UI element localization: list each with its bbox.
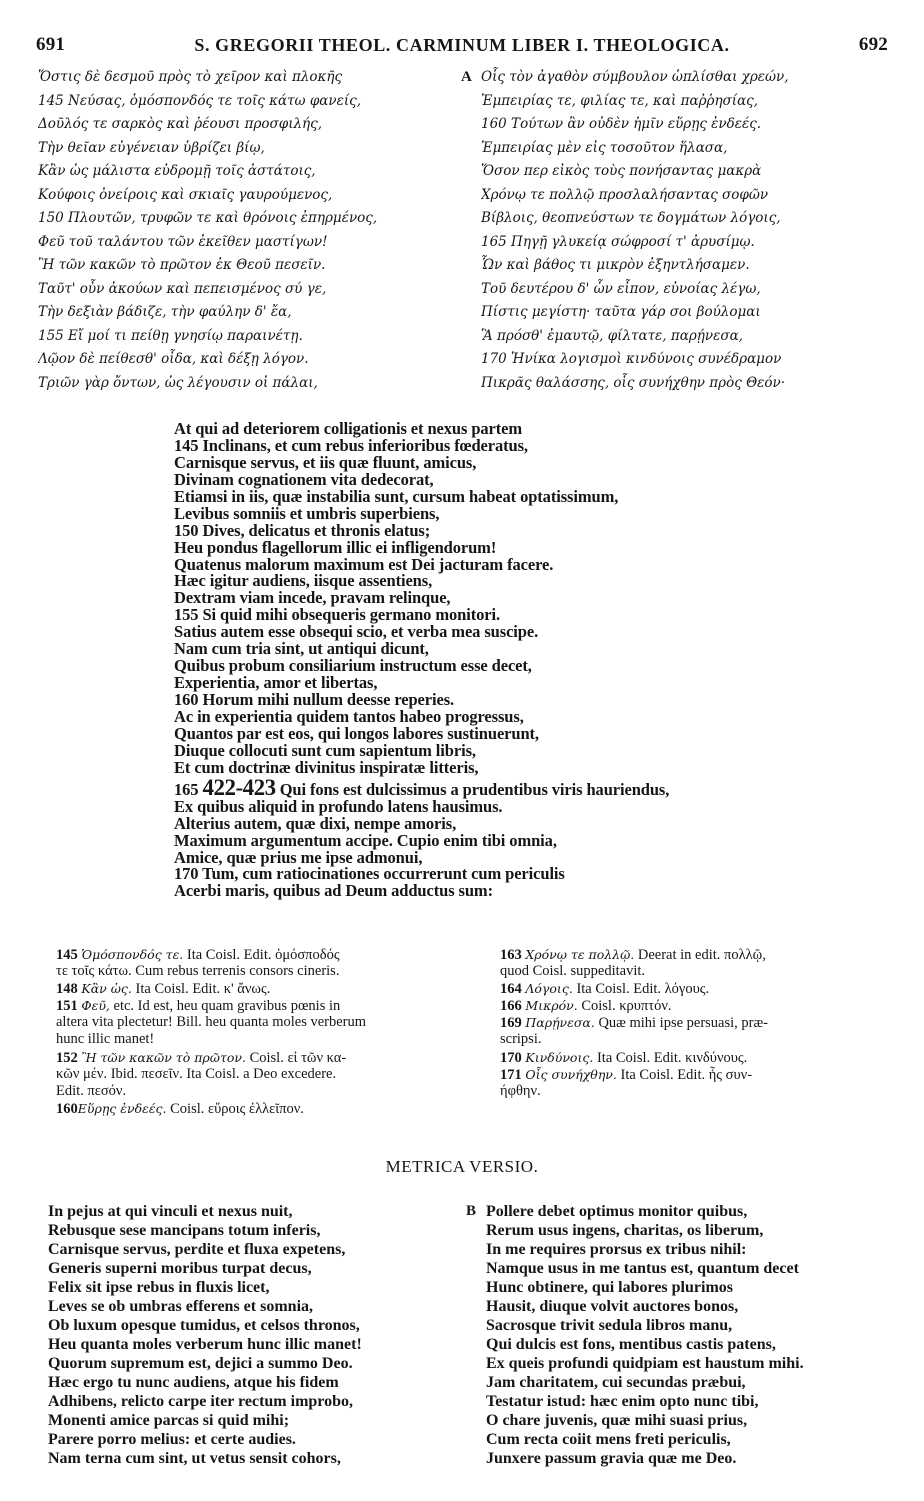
margin-letter-a: A [461,69,472,85]
greek-line: 145 Νεύσας, ὁμόσπονδός τε τοῖς κάτω φανείς, [38,92,362,109]
notes-right [500,946,900,1100]
greek-line: Βίβλοις, θεοπνεύστων τε δογμάτων λόγοις, [481,210,781,226]
greek-line: Πίστις μεγίστη· ταῦτα γάρ σοι βούλομαι [481,304,761,320]
note-line: 170 Κινδύνοις. Ita Coisl. Edit. κινδύνους. [500,1049,748,1066]
verse-line: O chare juvenis, quæ mihi suasi prius, [486,1412,748,1429]
greek-text-right [481,66,901,395]
greek-line: Λῷον δὲ πείθεσθ' οἶδα, καὶ δέξῃ λόγον. [38,351,309,367]
greek-line: Ταῦτ' οὖν ἀκούων καὶ πεπεισμένος σύ γε, [38,280,327,297]
note-line: scripsi. [500,1031,542,1048]
greek-line: Πικρᾶς θαλάσσης, οἷς συνήχθην πρὸς Θεόν· [481,374,786,391]
latin-line: Divinam cognationem vita dedecorat, [174,469,434,489]
greek-line: Ὅστις δὲ δεσμοῦ πρὸς τὸ χεῖρον καὶ πλοκῆς [38,69,343,85]
verse-line: In pejus at qui vinculi et nexus nuit, [48,1203,293,1220]
latin-line: Acerbi maris, quibus ad Deum adductus sum: [174,881,493,901]
page-number-right: 692 [858,34,888,55]
verse-line: Pollere debet optimus monitor quibus, [486,1203,748,1220]
greek-line: Ὅσον περ εἰκὸς τοὺς πονήσαντας μακρὰ [481,163,762,179]
note-line: 160Εὕρῃς ἐνδεές. Coisl. εὕροις ἐλλεῖπον. [56,1100,304,1117]
greek-line: Οἷς τὸν ἀγαθὸν σύμβουλον ὡπλίσθαι χρεών, [481,69,789,85]
latin-line: Diuque collocuti sunt cum sapientum libris, [174,740,476,760]
greek-line: Ἐμπειρίας μὲν εἰς τοσοῦτον ἥλασα, [481,139,728,156]
verse-line: Adhibens, relicto carpe iter rectum improbo, [48,1393,353,1410]
latin-line: 145 Inclinans, et cum rebus inferioribus fœderatus, [174,435,528,455]
verse-line: Monenti amice parcas si quid mihi; [48,1412,290,1429]
note-line: τε τοῖς κάτω. Cum rebus terrenis consors cineris. [56,963,340,980]
note-line: hunc illic manet! [56,1031,155,1048]
greek-line: Ἃ πρόσθ' ἐμαυτῷ, φίλτατε, παρῄνεσα, [481,327,743,344]
note-line: 164 Λόγοις. Ita Coisl. Edit. λόγους. [500,981,710,998]
greek-line: 170 Ἡνίκα λογισμοὶ κινδύνοις συνέδραμον [481,351,782,367]
greek-text-left [38,66,458,395]
note-line: ήφθην. [500,1082,541,1099]
note-line: κῶν μέν. Ibid. πεσεῖν. Ita Coisl. a Deo excedere. [56,1065,337,1082]
verse-line: Namque usus in me tantus est, quantum decet [486,1260,799,1277]
greek-line: Τριῶν γὰρ ὄντων, ὡς λέγουσιν οἱ πάλαι, [38,374,318,391]
column-reference: 422-423 [202,774,276,800]
note-line: quod Coisl. suppeditavit. [500,963,645,980]
greek-line: Κούφοις ὀνείροις καὶ σκιαῖς γαυρούμενος, [38,186,333,203]
verse-line: In me requires prorsus ex tribus nihil: [486,1241,747,1258]
verse-line: Carnisque servus, perdite et fluxa expetens, [48,1241,346,1258]
greek-line: Τὴν δεξιὰν βάδιζε, τὴν φαύλην δ' ἔα, [38,304,292,320]
greek-line: Χρόνῳ τε πολλῷ προσλαλήσαντας σοφῶν [481,186,769,203]
note-line: 145 Ὁμόσπονδός τε. Ita Coisl. Edit. ὁμόσποδός [56,947,340,963]
latin-line: Nam cum tria sint, ut antiqui dicunt, [174,639,429,659]
latin-line: Ac in experientia quidem tantos habeo progressus, [174,706,524,726]
latin-line: Carnisque servus, et iis quæ fluunt, amicus, [174,452,477,472]
latin-translation [174,421,874,900]
latin-line: Ex quibus aliquid in profundo latens hausimus. [174,796,503,816]
verse-line: Heu quanta moles verberum hunc illic manet! [48,1336,362,1353]
verse-line: Nam terna cum sint, ut vetus sensit cohors, [48,1450,341,1467]
note-line: 151 Φεῦ, etc. Id est, heu quam gravibus pœnis in [56,998,341,1015]
verse-line: Rebusque sese mancipans totum inferis, [48,1222,321,1239]
latin-line: Satius autem esse obsequi scio, et verba mea suscipe. [174,622,539,642]
verse-line: Testatur istud: hæc enim opto nunc tibi, [486,1393,759,1410]
latin-line: Quatenus malorum maximum est Dei jacturam facere. [174,554,554,574]
latin-line: 155 Si quid mihi obsequeris germano monitori. [174,605,500,625]
greek-line: Δοῦλός τε σαρκὸς καὶ ῥέουσι προσφιλής, [38,116,322,132]
greek-line: 150 Πλουτῶν, τρυφῶν τε καὶ θρόνοις ἐπηρμένος, [38,210,378,226]
note-line: 169 Παρῄνεσα. Quæ mihi ipse persuasi, præ- [500,1015,768,1032]
greek-line: 160 Τούτων ἂν οὐδὲν ἡμῖν εὕρῃς ἐνδεές. [481,116,762,132]
latin-line: Quibus probum consiliarium instructum esse decet, [174,656,532,676]
greek-line: Ὧν καὶ βάθος τι μικρὸν ἐξηντλήσαμεν. [481,257,750,273]
metrica-left [48,1202,468,1468]
greek-line: Ἐμπειρίας τε, φιλίας τε, καὶ παῤῥησίας, [481,92,759,109]
page-header [36,34,888,58]
greek-line: 165 Πηγῇ γλυκείᾳ σώφροσί τ' ἀρυσίμῳ. [481,233,755,250]
verse-line: Rerum usus ingens, charitas, os liberum, [486,1222,764,1239]
note-line: 163 Χρόνῳ τε πολλῷ. Deerat in edit. πολλῷ, [500,947,766,963]
latin-line: Etiamsi in iis, quæ instabilia sunt, cursum habeat optatissimum, [174,486,619,506]
latin-line: 160 Horum mihi nullum deesse reperies. [174,690,455,709]
verse-line: Cum recta coiit mens freti periculis, [486,1431,731,1448]
latin-line: Hæc igitur audiens, iisque assentiens, [174,571,433,591]
note-line: 166 Μικρόν. Coisl. κρυπτόν. [500,998,672,1015]
note-line: 171 Οἷς συνήχθην. Ita Coisl. Edit. ἧς συν- [500,1066,753,1083]
verse-line: Sacrosque trivit sedula libros manu, [486,1317,733,1334]
verse-line: Qui dulcis est fons, mentibus castis patens, [486,1336,776,1353]
greek-line: Τοῦ δευτέρου δ' ὧν εἶπον, εὐνοίας λέγω, [481,280,761,297]
verse-line: Hunc obtinere, qui labores plurimos [486,1279,733,1296]
margin-letter-b: B [466,1203,477,1219]
latin-line: At qui ad deteriorem colligationis et nexus partem [174,421,523,438]
note-line: 148 Κἂν ὡς. Ita Coisl. Edit. κ' ἄνως. [56,981,271,998]
latin-line: Alterius autem, quæ dixi, nempe amoris, [174,813,457,833]
verse-line: Hæc ergo tu nunc audiens, atque his fidem [48,1374,339,1391]
latin-line: Dextram viam incede, pravam relinque, [174,588,451,608]
latin-line: 150 Dives, delicatus et thronis elatus; [174,520,431,540]
page-number-left: 691 [36,34,66,55]
latin-line: Amice, quæ prius me ipse admonui, [174,847,423,867]
note-line: 152 Ἢ τῶν κακῶν τὸ πρῶτον. Coisl. εἰ τῶν κα- [56,1049,347,1066]
greek-line: Φεῦ τοῦ ταλάντου τῶν ἐκεῖθεν μαστίγων! [38,233,328,250]
line-number: 165 [174,779,199,799]
latin-line: 170 Tum, cum ratiocinationes occurrerunt cum periculis [174,864,565,884]
latin-line: Et cum doctrinæ divinitus inspiratæ litteris, [174,757,479,777]
metrica-right [486,1202,906,1468]
notes-left [56,946,486,1117]
verse-line: Felix sit ipse rebus in fluxis licet, [48,1279,270,1296]
verse-line: Ex queis profundi quidpiam est haustum mihi. [486,1355,804,1372]
note-line: altera vita plectetur! Bill. heu quanta moles verberum [56,1014,367,1031]
latin-line: Levibus somniis et umbris superbiens, [174,503,440,523]
note-line: Edit. πεσόν. [56,1082,127,1099]
latin-line: Heu pondus flagellorum illic ei infligendorum! [174,537,497,557]
verse-line: Ob luxum opesque tumidus, et celsos thronos, [48,1317,360,1334]
verse-line: Quorum supremum est, dejici a summo Deo. [48,1355,353,1372]
latin-line: Maximum argumentum accipe. Cupio enim tibi omnia, [174,830,557,850]
latin-line-text: Qui fons est dulcissimus a prudentibus viris hauriendus, [279,779,670,799]
verse-line: Leves se ob umbras efferens et somnia, [48,1298,314,1315]
greek-line: 155 Εἴ μοί τι πείθῃ γνησίῳ παραινέτῃ. [38,327,303,344]
latin-line-165 [174,774,874,800]
greek-line: Τὴν θεῖαν εὐγένειαν ὑβρίζει βίῳ, [38,139,265,156]
verse-line: Parere porro melius: et certe audies. [48,1431,296,1448]
section-title: METRICA VERSIO. [385,1157,539,1176]
verse-line: Jam charitatem, cui secundas præbui, [486,1374,746,1391]
running-title: S. GREGORII THEOL. CARMINUM LIBER I. THEOLOGICA. [194,35,730,55]
verse-line: Hausit, diuque volvit auctores bonos, [486,1298,739,1315]
verse-line: Junxere passum gravia quæ me Deo. [486,1450,737,1467]
greek-line: Κἂν ὡς μάλιστα εὐδρομῇ τοῖς ἀστάτοις, [38,163,316,179]
latin-line: Quantos par est eos, qui longos labores sustinuerunt, [174,723,539,743]
latin-line: Experientia, amor et libertas, [174,673,378,693]
greek-line: Ἢ τῶν κακῶν τὸ πρῶτον ἐκ Θεοῦ πεσεῖν. [38,257,326,273]
verse-line: Generis superni moribus turpat decus, [48,1260,312,1277]
